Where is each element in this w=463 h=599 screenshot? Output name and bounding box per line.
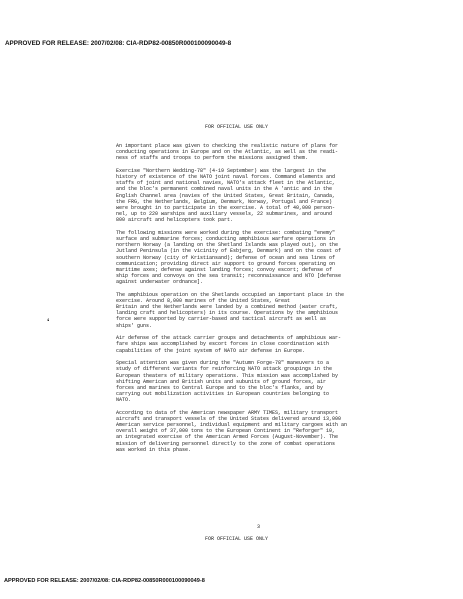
text-line: Exercise "Northern Wedding-78" (4-19 September) was the largest in the [116, 167, 327, 174]
text-line: Jutland Peninsula (in the vicinity of Esbjerg, Denmark) and on the coast of [116, 248, 342, 255]
text-line: exercise. Around 8,000 marines of the United States, Great [116, 297, 291, 304]
paragraph-7 [116, 410, 376, 453]
text-line: communication; providing direct air support to ground forces operating on [116, 260, 336, 267]
text-line: According to data of the American newspaper ARMY TIMES, military transport [116, 409, 339, 416]
text-line: the FRG, the Netherlands, Belgium, Denmark, Norway, Portugal and France) [116, 198, 333, 205]
text-line: ships' guns. [116, 322, 153, 329]
text-line: Air defense of the attack carrier groups and detachments of amphibious war- [116, 335, 342, 342]
text-line: surface and submarine forces; conducting amphibious warfare operations in [116, 236, 336, 243]
release-header: APPROVED FOR RELEASE: 2007/02/08: CIA-RDP82-00850R000100090049-8 [5, 40, 232, 47]
paragraph-2 [116, 168, 376, 223]
text-line: staffs of joint and national navies, NATO's attack fleet in the Atlantic, [116, 180, 336, 187]
text-line: overall weight of 37,000 tons to the European Continent in "Reforger" 10, [116, 428, 336, 435]
text-line: ship forces and convoys on the sea transit; reconnaissance and NTO [defense [116, 272, 342, 279]
text-line: conducting operations in Europe and on the Atlantic, as well as the readi- [116, 149, 339, 156]
text-line: landing craft and helicopters) in its course. Operations by the amphibious [116, 310, 339, 317]
text-line: southern Norway (city of Kristiansand); defense of ocean and sea lines of [116, 254, 336, 261]
text-line: The amphibious operation on the Shetlands occupied an important place in the [116, 291, 345, 298]
text-line: force were supported by carrier-based and tactical aircraft as well as [116, 316, 327, 323]
text-line: was worked in this phase. [116, 446, 192, 453]
text-line: Special attention was given during the "Autumn Forge-78" maneuvers to a [116, 360, 330, 367]
text-line: history of existence of the NATO joint naval forces. Command elements and [116, 174, 336, 181]
paragraph-1 [116, 143, 376, 161]
text-line: mission of delivering personnel directly to the zone of combat operations [116, 440, 336, 447]
text-line: study of different variants for reinforcing NATO attack groupings in the [116, 366, 333, 373]
page-number: 3 [257, 524, 261, 530]
text-line: ness of staffs and troops to perform the missions assigned them. [116, 155, 309, 162]
text-line: capabilities of the joint system of NATO air defense in Europe. [116, 347, 306, 354]
text-line: fare ships was accomplished by escort forces in close coordination with [116, 341, 330, 348]
text-line: English Channel area (navies of the United States, Great Britain, Canada, [116, 192, 336, 199]
classification-marking-top: FOR OFFICIAL USE ONLY [205, 124, 269, 130]
text-line: American service personnel, individual equipment and military cargoes with an [116, 422, 348, 429]
text-line: maritime axes; defense against landing forces; convoy escort; defense of [116, 266, 333, 273]
text-line: 800 aircraft and helicopters took part. [116, 217, 234, 224]
text-line: NATO. [116, 397, 132, 404]
text-line: northern Norway (a landing on the Shetland Islands was played out), on the [116, 242, 339, 249]
release-footer: APPROVED FOR RELEASE: 2007/02/08: CIA-RDP82-00850R000100090049-8 [4, 578, 205, 584]
text-line: and the bloc's permanent combined naval units in the A 'antic and in the [116, 186, 333, 193]
text-line: forces and marines to Central Europe and to the bloc's flanks, and by [116, 384, 324, 391]
text-line: were brought in to participate in the exercise. A total of 40,000 person- [116, 204, 336, 211]
text-line: The following missions were worked during the exercise: combating "enemy" [116, 229, 336, 236]
paragraph-5 [116, 335, 376, 353]
text-line: nel, up to 220 warships and auxiliary vessels, 22 submarines, and around [116, 211, 333, 218]
paragraph-3 [116, 230, 376, 285]
text-line: against underwater ordnance]. [116, 279, 204, 286]
text-line: aircraft and transport vessels of the United States delivered around 13,000 [116, 415, 342, 422]
paragraph-4 [116, 292, 376, 329]
document-body [116, 143, 376, 459]
paragraph-6 [116, 360, 376, 403]
classification-marking-bottom: FOR OFFICIAL USE ONLY [205, 536, 269, 542]
text-line: carrying out mobilization activities in European countries belonging to [116, 390, 330, 397]
text-line: an integrated exercise of the American Armed Forces (August-November). The [116, 434, 339, 441]
text-line: An important place was given to checking the realistic nature of plans for [116, 143, 339, 149]
margin-mark: ʻ [47, 317, 50, 327]
text-line: Britain and the Netherlands were landed by a combined method (water craft, [116, 304, 339, 311]
text-line: shifting American and British units and subunits of ground forces, air [116, 378, 327, 385]
text-line: European theaters of military operations. This mission was accomplished by [116, 372, 339, 379]
